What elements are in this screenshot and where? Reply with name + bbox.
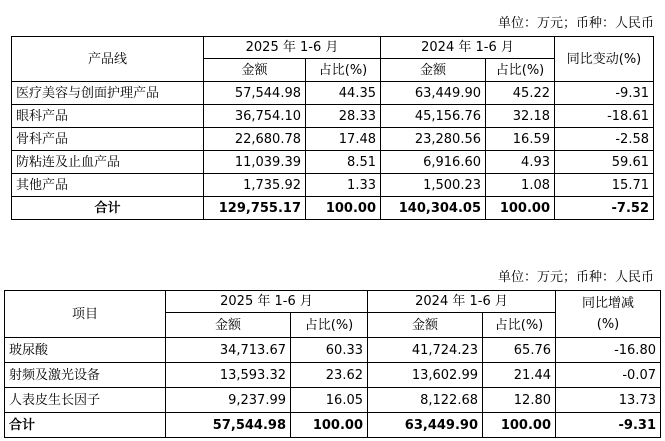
total-yoy-change: -7.52 bbox=[555, 197, 654, 220]
share-2024: 32.18 bbox=[486, 105, 555, 128]
header-share-2025: 占比(%) bbox=[306, 59, 381, 82]
share-2025: 28.33 bbox=[306, 105, 381, 128]
amount-2025: 36,754.10 bbox=[204, 105, 306, 128]
total-row bbox=[5, 413, 661, 438]
amount-2024: 13,602.99 bbox=[368, 363, 483, 388]
total-row bbox=[12, 197, 654, 220]
unit-note: 单位：万元；币种：人民币 bbox=[497, 270, 654, 285]
row-name: 医疗美容与创面护理产品 bbox=[12, 82, 204, 105]
yoy-change: 15.71 bbox=[555, 174, 654, 197]
share-2025: 16.05 bbox=[291, 388, 368, 413]
row-name: 其他产品 bbox=[12, 174, 204, 197]
total-label: 合计 bbox=[12, 197, 204, 220]
medical-aesthetics-revenue-table bbox=[4, 290, 661, 438]
total-share-2024: 100.00 bbox=[486, 197, 555, 220]
total-amount-2024: 140,304.05 bbox=[381, 197, 486, 220]
table-row bbox=[12, 82, 654, 105]
yoy-change: 13.73 bbox=[556, 388, 661, 413]
share-2024: 21.44 bbox=[483, 363, 556, 388]
row-name: 玻尿酸 bbox=[5, 338, 166, 363]
total-yoy-change: -9.31 bbox=[556, 413, 661, 438]
table-row bbox=[5, 363, 661, 388]
amount-2025: 1,735.92 bbox=[204, 174, 306, 197]
header-yoy-change-line2: (%) bbox=[596, 317, 620, 332]
header-share-2025: 占比(%) bbox=[291, 313, 368, 338]
header-period-2025: 2025 年 1-6 月 bbox=[204, 37, 381, 59]
row-name: 骨科产品 bbox=[12, 128, 204, 151]
header-amount-2025: 金额 bbox=[204, 59, 306, 82]
amount-2025: 13,593.32 bbox=[166, 363, 291, 388]
total-amount-2025: 129,755.17 bbox=[204, 197, 306, 220]
share-2024: 16.59 bbox=[486, 128, 555, 151]
amount-2024: 1,500.23 bbox=[381, 174, 486, 197]
share-2025: 23.62 bbox=[291, 363, 368, 388]
table-row bbox=[5, 388, 661, 413]
header-product-line: 产品线 bbox=[12, 37, 204, 82]
row-name: 射频及激光设备 bbox=[5, 363, 166, 388]
yoy-change: -0.07 bbox=[556, 363, 661, 388]
share-2024: 12.80 bbox=[483, 388, 556, 413]
amount-2025: 34,713.67 bbox=[166, 338, 291, 363]
header-item: 项目 bbox=[5, 291, 166, 338]
header-yoy-change-line1: 同比增减 bbox=[581, 296, 634, 311]
header-yoy-change bbox=[556, 291, 661, 338]
amount-2024: 63,449.90 bbox=[381, 82, 486, 105]
amount-2025: 11,039.39 bbox=[204, 151, 306, 174]
share-2024: 45.22 bbox=[486, 82, 555, 105]
share-2025: 1.33 bbox=[306, 174, 381, 197]
amount-2024: 41,724.23 bbox=[368, 338, 483, 363]
share-2025: 8.51 bbox=[306, 151, 381, 174]
share-2024: 1.08 bbox=[486, 174, 555, 197]
table-row bbox=[5, 338, 661, 363]
header-share-2024: 占比(%) bbox=[486, 59, 555, 82]
total-share-2025: 100.00 bbox=[291, 413, 368, 438]
header-share-2024: 占比(%) bbox=[483, 313, 556, 338]
yoy-change: -2.58 bbox=[555, 128, 654, 151]
yoy-change: -16.80 bbox=[556, 338, 661, 363]
share-2025: 44.35 bbox=[306, 82, 381, 105]
total-share-2024: 100.00 bbox=[483, 413, 556, 438]
amount-2025: 22,680.78 bbox=[204, 128, 306, 151]
header-period-2024: 2024 年 1-6 月 bbox=[381, 37, 555, 59]
share-2025: 60.33 bbox=[291, 338, 368, 363]
header-amount-2025: 金额 bbox=[166, 313, 291, 338]
table-row bbox=[12, 128, 654, 151]
yoy-change: 59.61 bbox=[555, 151, 654, 174]
unit-note: 单位：万元；币种：人民币 bbox=[497, 16, 654, 31]
row-name: 眼科产品 bbox=[12, 105, 204, 128]
amount-2024: 8,122.68 bbox=[368, 388, 483, 413]
share-2024: 4.93 bbox=[486, 151, 555, 174]
row-name: 人表皮生长因子 bbox=[5, 388, 166, 413]
amount-2024: 23,280.56 bbox=[381, 128, 486, 151]
yoy-change: -9.31 bbox=[555, 82, 654, 105]
product-line-revenue-table bbox=[11, 36, 654, 220]
header-yoy-change: 同比变动(%) bbox=[555, 37, 654, 82]
amount-2025: 57,544.98 bbox=[204, 82, 306, 105]
amount-2024: 6,916.60 bbox=[381, 151, 486, 174]
total-label: 合计 bbox=[5, 413, 166, 438]
table-row bbox=[12, 105, 654, 128]
share-2025: 17.48 bbox=[306, 128, 381, 151]
header-amount-2024: 金额 bbox=[381, 59, 486, 82]
share-2024: 65.76 bbox=[483, 338, 556, 363]
row-name: 防粘连及止血产品 bbox=[12, 151, 204, 174]
amount-2024: 45,156.76 bbox=[381, 105, 486, 128]
yoy-change: -18.61 bbox=[555, 105, 654, 128]
header-period-2024: 2024 年 1-6 月 bbox=[368, 291, 556, 313]
total-amount-2025: 57,544.98 bbox=[166, 413, 291, 438]
header-period-2025: 2025 年 1-6 月 bbox=[166, 291, 368, 313]
total-share-2025: 100.00 bbox=[306, 197, 381, 220]
amount-2025: 9,237.99 bbox=[166, 388, 291, 413]
header-amount-2024: 金额 bbox=[368, 313, 483, 338]
table-row bbox=[12, 151, 654, 174]
table-row bbox=[12, 174, 654, 197]
total-amount-2024: 63,449.90 bbox=[368, 413, 483, 438]
